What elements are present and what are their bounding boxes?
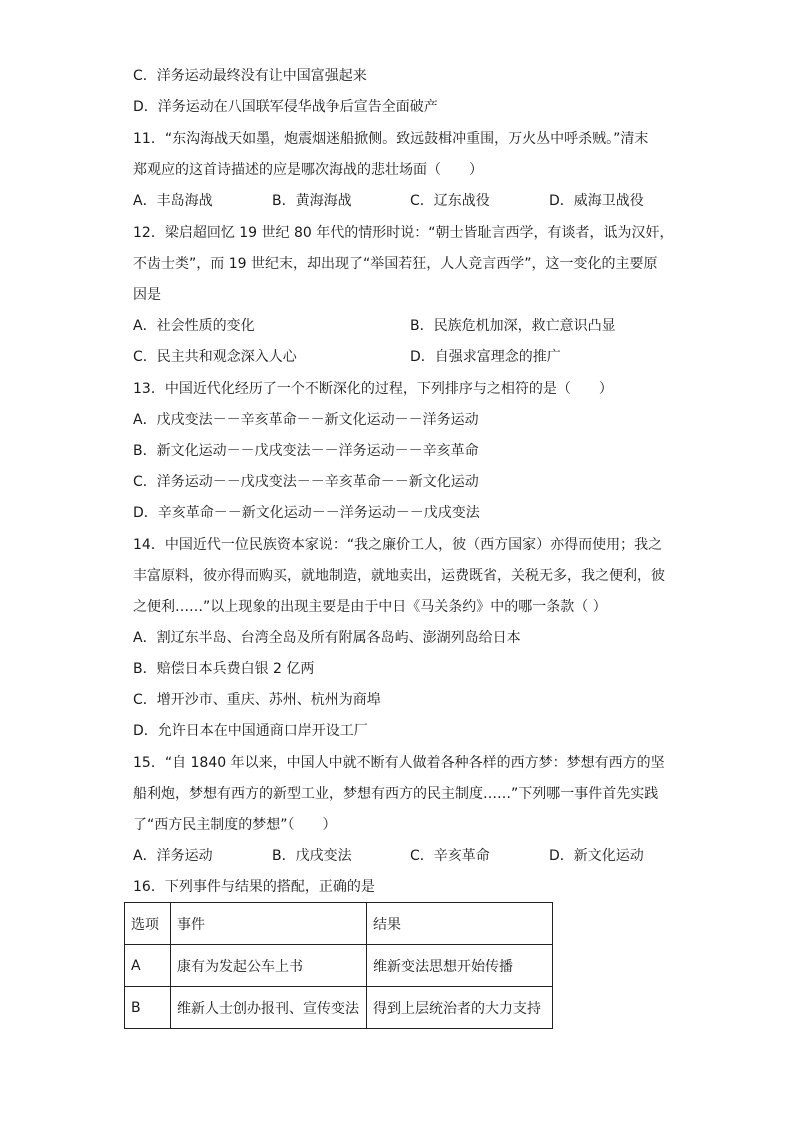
q14-option-d: D．允许日本在中国通商口岸开设工厂 bbox=[133, 723, 368, 739]
q15-option-b: B．戊戌变法 bbox=[272, 848, 352, 864]
q13-option-d: D．辛亥革命－－新文化运动－－洋务运动－－戊戌变法 bbox=[133, 505, 480, 521]
q15-option-a: A．洋务运动 bbox=[133, 848, 213, 864]
q15-option-d: D．新文化运动 bbox=[549, 848, 644, 864]
q15-option-c: C．辛亥革命 bbox=[410, 848, 490, 864]
q13-stem: 13．中国近代化经历了一个不断深化的过程，下列排序与之相符的是（ ） bbox=[133, 381, 613, 397]
q16-answer-table bbox=[124, 902, 553, 1029]
q11-option-d: D．威海卫战役 bbox=[549, 193, 644, 209]
table-header-row bbox=[125, 903, 553, 945]
q11-option-a: A．丰岛海战 bbox=[133, 193, 213, 209]
q12-option-a: A．社会性质的变化 bbox=[133, 318, 255, 334]
table-cell: A bbox=[125, 945, 171, 987]
q10-option-c: C．洋务运动最终没有让中国富强起来 bbox=[133, 68, 367, 84]
q14-option-b: B．赔偿日本兵费白银 2 亿两 bbox=[133, 661, 315, 677]
q11-stem-line2: 郑观应的这首诗描述的应是哪次海战的悲壮场面（ ） bbox=[133, 162, 483, 178]
q11-option-b: B．黄海海战 bbox=[272, 193, 352, 209]
q16-stem: 16．下列事件与结果的搭配，正确的是 bbox=[133, 879, 375, 895]
q13-option-b: B．新文化运动－－戊戌变法－－洋务运动－－辛亥革命 bbox=[133, 443, 479, 459]
table-cell: 维新变法思想开始传播 bbox=[367, 945, 553, 987]
q11-option-c: C．辽东战役 bbox=[410, 193, 490, 209]
table-header-cell: 事件 bbox=[171, 903, 367, 945]
table-cell: 康有为发起公车上书 bbox=[171, 945, 367, 987]
q12-option-c: C．民主共和观念深入人心 bbox=[133, 349, 297, 365]
q14-option-c: C．增开沙市、重庆、苏州、杭州为商埠 bbox=[133, 692, 381, 708]
q14-stem-line2: 丰富原料，彼亦得而购买，就地制造，就地卖出，运费既省，关税无多，我之便利，彼 bbox=[133, 568, 665, 584]
table-cell: 维新人士创办报刊、宣传变法 bbox=[171, 987, 367, 1029]
q10-option-d: D．洋务运动在八国联军侵华战争后宣告全面破产 bbox=[133, 99, 438, 115]
table-row bbox=[125, 945, 553, 987]
q13-option-c: C．洋务运动－－戊戌变法－－辛亥革命－－新文化运动 bbox=[133, 474, 479, 490]
q14-stem-line1: 14．中国近代一位民族资本家说：“我之廉价工人，彼（西方国家）亦得而使用；我之 bbox=[133, 537, 663, 553]
q12-option-d: D．自强求富理念的推广 bbox=[410, 349, 561, 365]
q12-stem-line1: 12．梁启超回忆 19 世纪 80 年代的情形时说：“朝士皆耻言西学，有谈者，诋为汉奸， bbox=[133, 225, 674, 241]
table-cell: B bbox=[125, 987, 171, 1029]
q15-stem-line2: 船利炮，梦想有西方的新型工业，梦想有西方的民主制度……”下列哪一事件首先实践 bbox=[133, 786, 659, 802]
q15-stem-line1: 15．“自 1840 年以来，中国人中就不断有人做着各种各样的西方梦：梦想有西方的坚 bbox=[133, 755, 665, 771]
q13-option-a: A．戊戌变法－－辛亥革命－－新文化运动－－洋务运动 bbox=[133, 412, 479, 428]
q14-option-a: A．割辽东半岛、台湾全岛及所有附属各岛屿、澎湖列岛给日本 bbox=[133, 630, 521, 646]
table-cell: 得到上层统治者的大力支持 bbox=[367, 987, 553, 1029]
table-header-cell: 选项 bbox=[125, 903, 171, 945]
table-header-cell: 结果 bbox=[367, 903, 553, 945]
table-row bbox=[125, 987, 553, 1029]
q15-stem-line3: 了“西方民主制度的梦想”（ ） bbox=[133, 817, 337, 833]
q12-stem-line2: 不齿士类”，而 19 世纪末，却出现了“举国若狂，人人竞言西学”，这一变化的主要原 bbox=[133, 256, 658, 272]
q14-stem-line3: 之便利……”以上现象的出现主要是由于中日《马关条约》中的哪一条款（ ） bbox=[133, 599, 607, 615]
q11-stem-line1: 11．“东沟海战天如墨，炮震烟迷船掀侧。致远鼓楫冲重围，万火丛中呼杀贼。”清末 bbox=[133, 131, 649, 147]
q12-stem-line3: 因是 bbox=[133, 287, 161, 303]
q12-option-b: B．民族危机加深，救亡意识凸显 bbox=[410, 318, 616, 334]
